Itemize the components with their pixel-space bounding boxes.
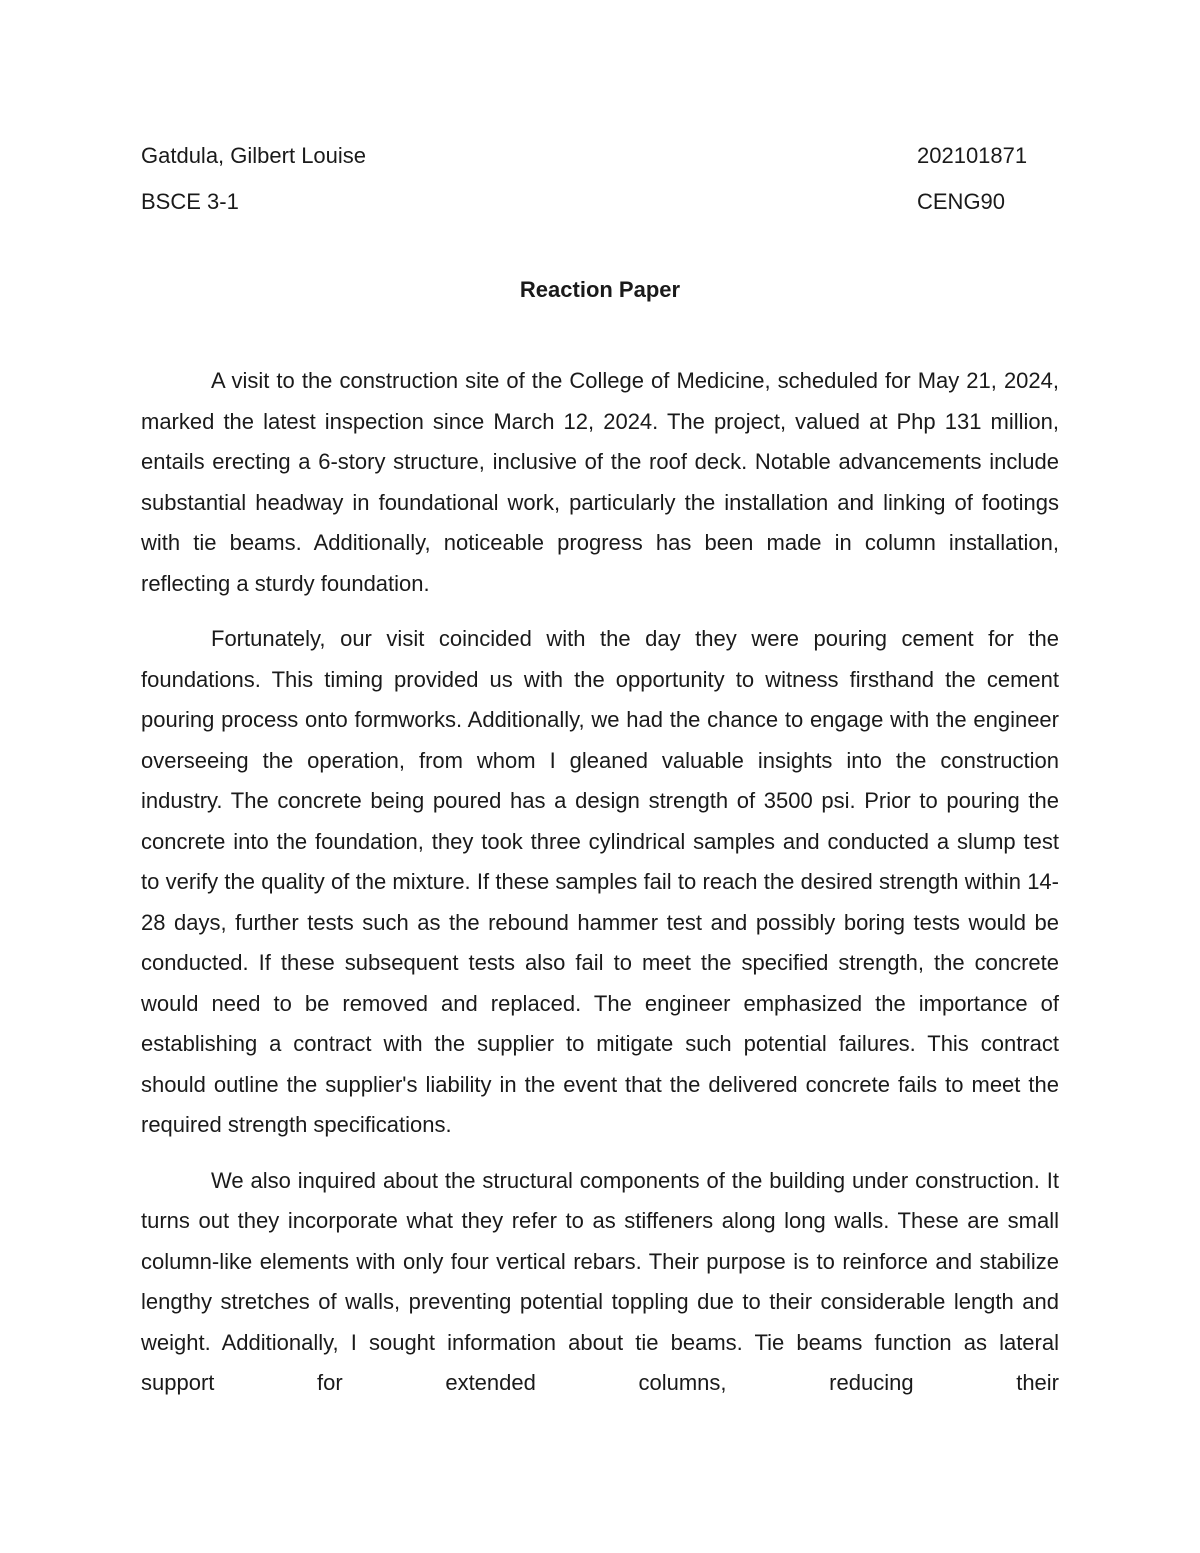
header-row-1: [141, 142, 1059, 170]
section: BSCE 3-1: [141, 189, 239, 214]
paragraph: A visit to the construction site of the College of Medicine, scheduled for May 21, 2024, marked the latest inspection since March 12, 2024. The project, valued at Php 131 million, entails erecting a 6-story structure, inclusive of the roof deck. Notable advancements include substantial headway in foundational work, particularly the installation and linking of footings with tie beams. Additionally, noticeable progress has been made in column installation, reflecting a sturdy foundation.: [141, 368, 1059, 596]
author-name: Gatdula, Gilbert Louise: [141, 143, 367, 168]
course-code: CENG90: [917, 189, 1006, 214]
paragraph: Fortunately, our visit coincided with the day they were pouring cement for the foundations. This timing provided us with the opportunity to witness firsthand the cement pouring process onto formworks. Additionally, we had the chance to engage with the engineer overseeing the operation, from whom I gleaned valuable insights into the construction industry. The concrete being poured has a design strength of 3500 psi. Prior to pouring the concrete into the foundation, they took three cylindrical samples and conducted a slump test to verify the quality of the mixture. If these samples fail to reach the desired strength within 14-28 days, further tests such as the rebound hammer test and possibly boring tests would be conducted. If these subsequent tests also fail to meet the specified strength, the concrete would need to be removed and replaced. The engineer emphasized the importance of establishing a contract with the supplier to mitigate such potential failures. This contract should outline the supplier's liability in the event that the delivered concrete fails to meet the required strength specifications.: [141, 626, 1059, 1137]
paragraph: We also inquired about the structural components of the building under construction. It turns out they incorporate what they refer to as stiffeners along long walls. These are small column-like elements with only four vertical rebars. Their purpose is to reinforce and stabilize lengthy stretches of walls, preventing potential toppling due to their considerable length and weight. Additionally, I sought information about tie beams. Tie beams function as lateral support for extended columns, reducing their: [141, 1167, 1059, 1395]
header-row-2: [141, 188, 1059, 216]
document-body: [141, 361, 1059, 1404]
student-number: 202101871: [917, 143, 1028, 168]
document-title: Reaction Paper: [519, 277, 681, 302]
